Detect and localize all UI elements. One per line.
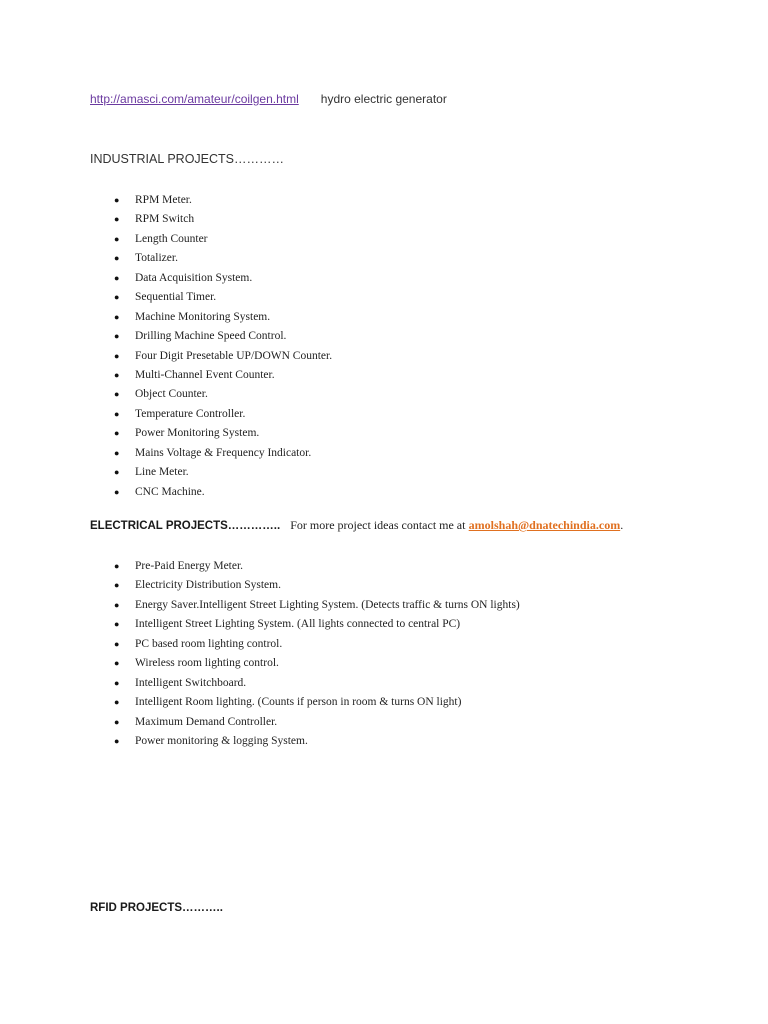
- bullet-icon: ●: [114, 408, 120, 419]
- electrical-heading-text: ELECTRICAL PROJECTS…………..: [90, 520, 281, 532]
- bullet-icon: ●: [114, 486, 120, 497]
- bullet-icon: ●: [114, 677, 120, 688]
- contact-trailing-period: .: [620, 518, 624, 532]
- bullet-icon: ●: [114, 369, 120, 380]
- list-item-text: Pre-Paid Energy Meter.: [135, 560, 244, 572]
- bullet-icon: ●: [114, 272, 120, 283]
- list-item-text: Sequential Timer.: [135, 291, 217, 304]
- rfid-projects-heading: RFID PROJECTS………..: [90, 902, 223, 914]
- bullet-icon: ●: [114, 195, 120, 205]
- bullet-icon: ●: [114, 389, 120, 400]
- bullet-icon: ●: [114, 467, 120, 478]
- list-item-text: PC based room lighting control.: [135, 637, 283, 650]
- list-item-text: Totalizer.: [135, 252, 178, 265]
- list-item-text: Temperature Controller.: [135, 407, 246, 420]
- electrical-projects-heading: [90, 518, 623, 533]
- list-item-text: Length Counter: [135, 232, 208, 245]
- list-item-text: Mains Voltage & Frequency Indicator.: [135, 446, 312, 459]
- bullet-icon: ●: [114, 447, 120, 458]
- list-item-text: Energy Saver.Intelligent Street Lighting System. (Detects traffic & turns ON lights): [135, 598, 520, 611]
- list-item-text: Drilling Machine Speed Control.: [135, 330, 287, 343]
- bullet-icon: ●: [114, 428, 120, 439]
- bullet-icon: ●: [114, 638, 120, 649]
- list-item-text: Intelligent Room lighting. (Counts if person in room & turns ON light): [135, 696, 462, 709]
- list-item-text: Object Counter.: [135, 388, 208, 401]
- list-item-text: RPM Switch: [135, 213, 195, 226]
- contact-text: For more project ideas contact me at: [290, 518, 466, 532]
- list-item-text: Four Digit Presetable UP/DOWN Counter.: [135, 349, 333, 362]
- bullet-icon: ●: [114, 233, 120, 244]
- list-item-text: CNC Machine.: [135, 485, 205, 498]
- list-item-text: Line Meter.: [135, 466, 189, 479]
- bullet-icon: ●: [114, 735, 120, 746]
- bullet-icon: ●: [114, 599, 120, 610]
- bullet-icon: ●: [114, 619, 120, 630]
- list-item-text: Multi-Channel Event Counter.: [135, 368, 275, 381]
- list-item-text: RPM Meter.: [135, 194, 192, 206]
- bullet-icon: ●: [114, 253, 120, 264]
- contact-email-link[interactable]: amolshah@dnatechindia.com: [468, 518, 621, 532]
- bullet-icon: ●: [114, 697, 120, 708]
- bullet-icon: ●: [114, 214, 120, 225]
- bullet-icon: ●: [114, 580, 120, 591]
- bullet-icon: ●: [114, 292, 120, 303]
- bullet-icon: ●: [114, 658, 120, 669]
- industrial-projects-heading: INDUSTRIAL PROJECTS…………: [90, 152, 285, 166]
- reference-line: [90, 92, 447, 106]
- list-item-text: Data Acquisition System.: [135, 271, 253, 284]
- list-item-text: Maximum Demand Controller.: [135, 715, 278, 728]
- list-item-text: Wireless room lighting control.: [135, 657, 279, 670]
- link-description: hydro electric generator: [320, 92, 447, 106]
- bullet-icon: ●: [114, 331, 120, 342]
- coilgen-link[interactable]: http://amasci.com/amateur/coilgen.html: [90, 92, 299, 106]
- list-item-text: Power monitoring & logging System.: [135, 734, 308, 747]
- list-item-text: Electricity Distribution System.: [135, 579, 281, 592]
- list-item-text: Intelligent Switchboard.: [135, 676, 247, 689]
- list-item-text: Power Monitoring System.: [135, 427, 260, 440]
- bullet-icon: ●: [114, 350, 120, 361]
- list-item-text: Machine Monitoring System.: [135, 310, 271, 323]
- bullet-icon: ●: [114, 716, 120, 727]
- bullet-icon: ●: [114, 561, 120, 571]
- bullet-icon: ●: [114, 311, 120, 322]
- list-item-text: Intelligent Street Lighting System. (All lights connected to central PC): [135, 618, 461, 631]
